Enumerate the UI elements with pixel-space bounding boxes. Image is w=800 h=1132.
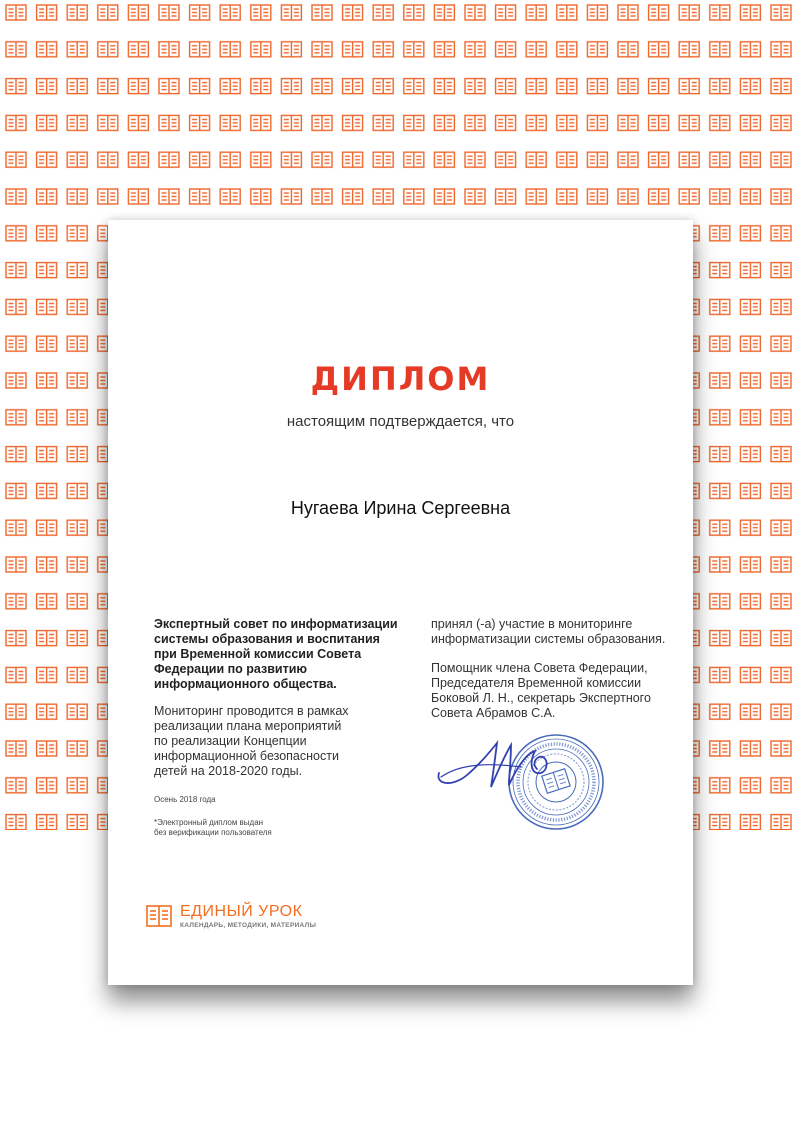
- diploma-subtitle: настоящим подтверждается, что: [286, 413, 515, 430]
- monitoring-text: Мониторинг проводится в рамках реализации плана мероприятий по реализации Концепции информационной безопасности детей на 2018-2020 годы.: [154, 704, 349, 778]
- recipient-name: Нугаева Ирина Сергеевна: [290, 498, 511, 518]
- issue-date: Осень 2018 года: [154, 795, 216, 804]
- diploma-title: ДИПЛОМ: [310, 360, 491, 398]
- right-column: [431, 617, 681, 721]
- diploma-sheet: [108, 220, 693, 985]
- verification-note: *Электронный диплом выдан без верификации пользователя: [154, 818, 272, 837]
- participation-text: принял (-а) участие в мониторинге информатизации системы образования.: [431, 617, 666, 646]
- organizer-text: Экспертный совет по информатизации системы образования и воспитания при Временной комиссии Совета Федерации по развитию информационного общества.: [154, 617, 398, 691]
- open-book-icon: [146, 904, 172, 928]
- signer-text: Помощник члена Совета Федерации, Председателя Временной комиссии Боковой Л. Н., секретарь Экспертного Совета Абрамов С.А.: [431, 661, 651, 720]
- edinyi-urok-logo: [146, 903, 316, 929]
- left-column: [154, 617, 404, 838]
- logo-name: ЕДИНЫЙ УРОК: [180, 903, 303, 920]
- logo-tagline: КАЛЕНДАРЬ, МЕТОДИКИ, МАТЕРИАЛЫ: [180, 922, 317, 929]
- handwritten-signature: [431, 733, 611, 803]
